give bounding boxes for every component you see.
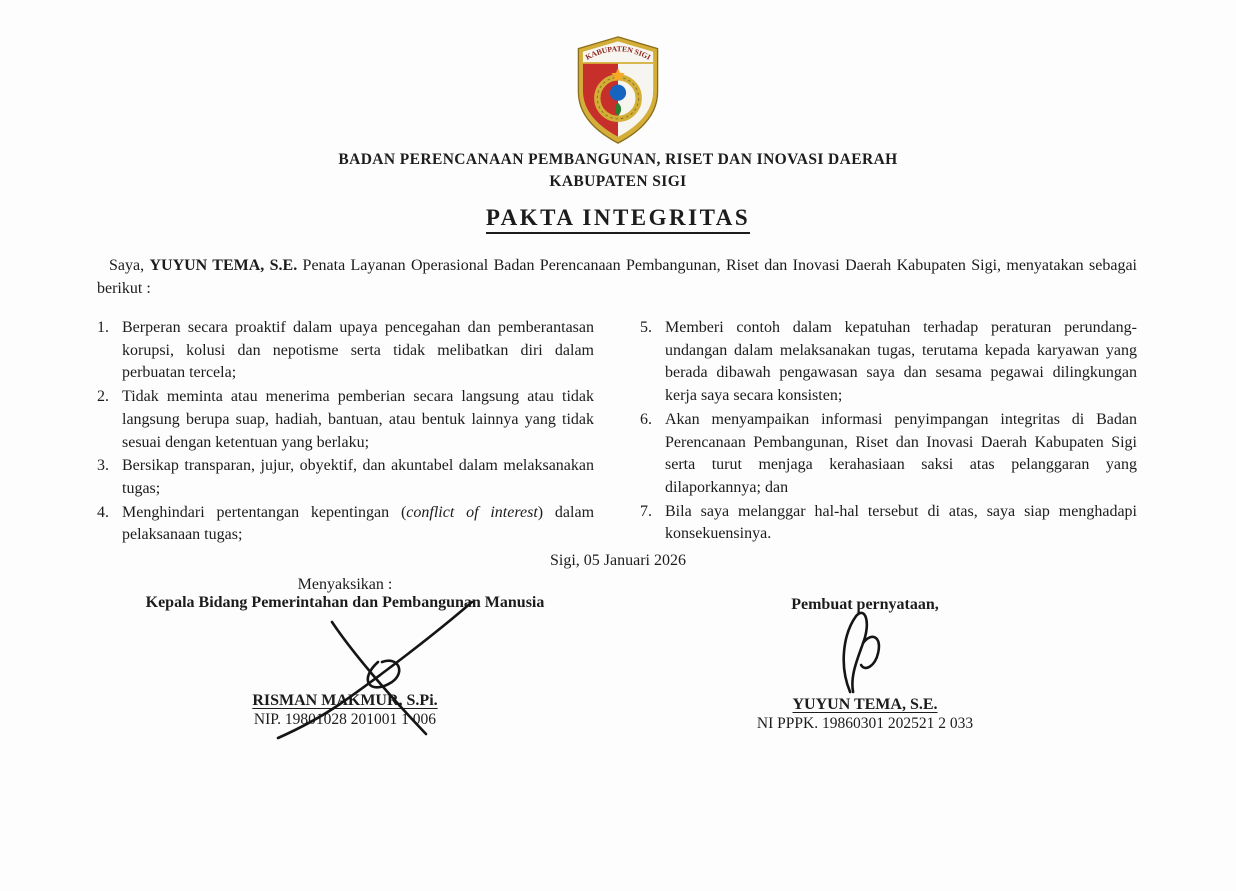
org-name-line2: KABUPATEN SIGI xyxy=(549,173,687,191)
item-text-italic: conflict of interest xyxy=(406,503,538,521)
item-number: 2. xyxy=(97,388,109,406)
page-title: PAKTA INTEGRITAS xyxy=(486,205,750,234)
title-row xyxy=(0,205,1236,234)
item-number: 5. xyxy=(640,319,652,336)
intro-rest: Penata Layanan Operasional Badan Perencanaan Pembangunan, Riset dan Inovasi Daerah Kabupaten Sigi, menyatakan sebagai berikut : xyxy=(97,257,1138,297)
declarant-nip: NI PPPK. 19860301 202521 2 033 xyxy=(756,715,974,732)
item-text: Berperan secara proaktif dalam upaya pencegahan dan pemberantasan korupsi, kolusi dan nepotisme serta tidak melibatkan diri dalam perbuatan tercela; xyxy=(122,319,594,382)
org-name-line1: BADAN PERENCANAAN PEMBANGUNAN, RISET DAN INOVASI DAERAH xyxy=(338,151,898,168)
item-text-post: ) dalam pelaksanaan tugas; xyxy=(122,503,595,544)
item-number: 1. xyxy=(97,319,109,336)
signature-space xyxy=(115,612,575,692)
item-text: Bersikap transparan, jujur, obyektif, dan akuntabel dalam melaksanakan tugas; xyxy=(122,457,594,498)
item-number: 7. xyxy=(640,502,652,520)
list-item xyxy=(640,409,1137,500)
witness-signature-block xyxy=(115,576,575,729)
seal-banner-text: KABUPATEN SIGI xyxy=(583,44,653,62)
item-number: 4. xyxy=(97,503,109,521)
list-column-right xyxy=(640,317,1137,548)
statement-list xyxy=(97,317,1137,548)
item-text-pre: Menghindari pertentangan kepentingan ( xyxy=(122,503,407,521)
list-item xyxy=(97,386,594,454)
declarant-label: Pembuat pernyataan, xyxy=(791,596,939,613)
date-line: Sigi, 05 Januari 2026 xyxy=(550,552,686,569)
kabupaten-sigi-seal-logo xyxy=(573,34,663,146)
witness-nip: NIP. 19801028 201001 1 006 xyxy=(253,711,437,728)
item-text: Akan menyampaikan informasi penyimpangan integritas di Badan Perencanaan Pembangunan, Riset dan Inovasi Daerah Kabupaten Sigi serta turut menjaga kerahasiaan saksi atas pelanggaran yang dilaporkannya; dan xyxy=(665,410,1137,497)
declarant-name: YUYUN TEMA, S.E. xyxy=(792,696,938,713)
witness-name: RISMAN MAKMUR, S.Pi. xyxy=(252,692,438,709)
seal-globe xyxy=(610,85,626,101)
signature-space xyxy=(700,614,1030,696)
item-number: 3. xyxy=(97,457,109,475)
list-item xyxy=(97,455,594,500)
item-text xyxy=(122,502,594,547)
list-column-left xyxy=(97,317,594,548)
seal-icon xyxy=(573,34,663,146)
list-item xyxy=(640,501,1137,546)
item-text: Tidak meminta atau menerima pemberian secara langsung atau tidak langsung berupa suap, hadiah, bantuan, atau bentuk lainnya yang tidak sesuai dengan ketentuan yang berlaku; xyxy=(122,388,594,451)
intro-paragraph xyxy=(97,255,1137,300)
list-item xyxy=(97,502,594,547)
list-item xyxy=(640,317,1137,408)
declarant-name-inline: YUYUN TEMA, S.E. xyxy=(149,257,298,274)
item-number: 6. xyxy=(640,410,652,428)
witness-role: Kepala Bidang Pemerintahan dan Pembangunan Manusia xyxy=(145,594,545,611)
list-item xyxy=(97,317,594,385)
intro-prefix: Saya, xyxy=(109,257,150,274)
letterhead xyxy=(0,149,1236,194)
witness-label: Menyaksikan : xyxy=(297,576,393,593)
item-text: Bila saya melanggar hal-hal tersebut di atas, saya siap menghadapi konsekuensinya. xyxy=(665,502,1137,543)
item-text: Memberi contoh dalam kepatuhan terhadap peraturan perundang-undangan dalam melaksanakan tugas, terutama kepada karyawan yang berada dibawah pengawasan saya dan sesama pegawai dilingkungan kerja saya secara konsisten; xyxy=(665,319,1137,405)
declarant-signature-block xyxy=(700,596,1030,733)
